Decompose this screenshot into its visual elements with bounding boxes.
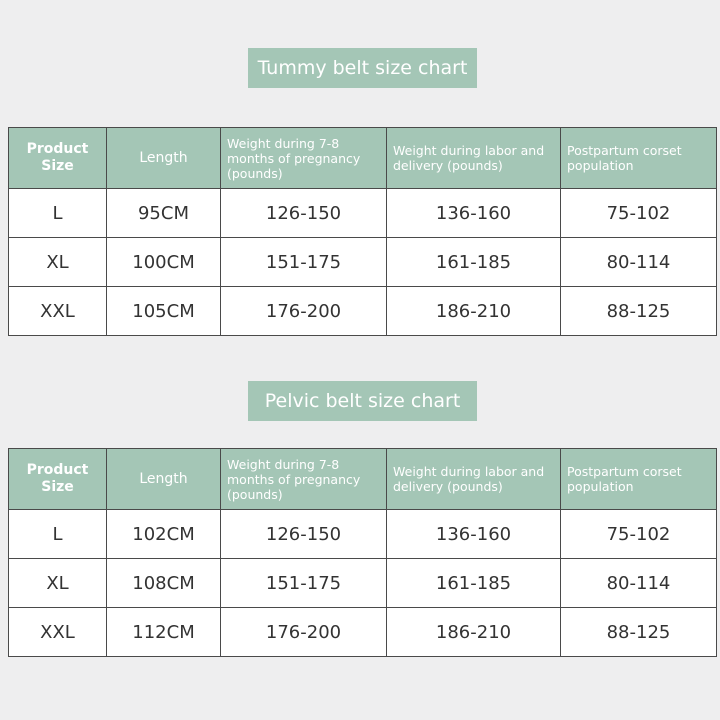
header-weight-pregnancy: Weight during 7-8 months of pregnancy (pounds): [221, 128, 387, 189]
header-product-size: Product Size: [9, 449, 107, 510]
cell-length: 112CM: [107, 608, 221, 657]
header-length: Length: [107, 128, 221, 189]
cell-weight-pregnancy: 176-200: [221, 608, 387, 657]
cell-size: XL: [9, 238, 107, 287]
table-row: [9, 510, 717, 559]
cell-length: 102CM: [107, 510, 221, 559]
table-row: [9, 608, 717, 657]
cell-size: XL: [9, 559, 107, 608]
table-row: [9, 559, 717, 608]
pelvic-chart-title: Pelvic belt size chart: [248, 381, 477, 421]
header-length: Length: [107, 449, 221, 510]
header-weight-pregnancy: Weight during 7-8 months of pregnancy (pounds): [221, 449, 387, 510]
table-header-row: [9, 128, 717, 189]
cell-weight-labor: 136-160: [387, 510, 561, 559]
cell-length: 108CM: [107, 559, 221, 608]
tummy-size-table: [8, 127, 717, 336]
cell-weight-pregnancy: 151-175: [221, 559, 387, 608]
pelvic-size-table: [8, 448, 717, 657]
tummy-chart-title: Tummy belt size chart: [248, 48, 477, 88]
cell-size: L: [9, 189, 107, 238]
cell-postpartum: 75-102: [561, 189, 717, 238]
cell-postpartum: 88-125: [561, 287, 717, 336]
cell-length: 95CM: [107, 189, 221, 238]
cell-weight-labor: 186-210: [387, 608, 561, 657]
cell-weight-labor: 161-185: [387, 559, 561, 608]
table-row: [9, 238, 717, 287]
cell-weight-pregnancy: 126-150: [221, 189, 387, 238]
header-weight-labor: Weight during labor and delivery (pounds): [387, 449, 561, 510]
table-row: [9, 189, 717, 238]
cell-postpartum: 88-125: [561, 608, 717, 657]
cell-weight-labor: 161-185: [387, 238, 561, 287]
cell-length: 100CM: [107, 238, 221, 287]
header-weight-labor: Weight during labor and delivery (pounds): [387, 128, 561, 189]
header-postpartum: Postpartum corset population: [561, 128, 717, 189]
cell-postpartum: 80-114: [561, 559, 717, 608]
cell-weight-labor: 136-160: [387, 189, 561, 238]
cell-weight-pregnancy: 126-150: [221, 510, 387, 559]
cell-size: XXL: [9, 608, 107, 657]
table-header-row: [9, 449, 717, 510]
table-row: [9, 287, 717, 336]
cell-size: L: [9, 510, 107, 559]
cell-postpartum: 75-102: [561, 510, 717, 559]
cell-weight-pregnancy: 176-200: [221, 287, 387, 336]
cell-weight-labor: 186-210: [387, 287, 561, 336]
header-product-size: Product Size: [9, 128, 107, 189]
cell-length: 105CM: [107, 287, 221, 336]
cell-weight-pregnancy: 151-175: [221, 238, 387, 287]
header-postpartum: Postpartum corset population: [561, 449, 717, 510]
cell-postpartum: 80-114: [561, 238, 717, 287]
cell-size: XXL: [9, 287, 107, 336]
